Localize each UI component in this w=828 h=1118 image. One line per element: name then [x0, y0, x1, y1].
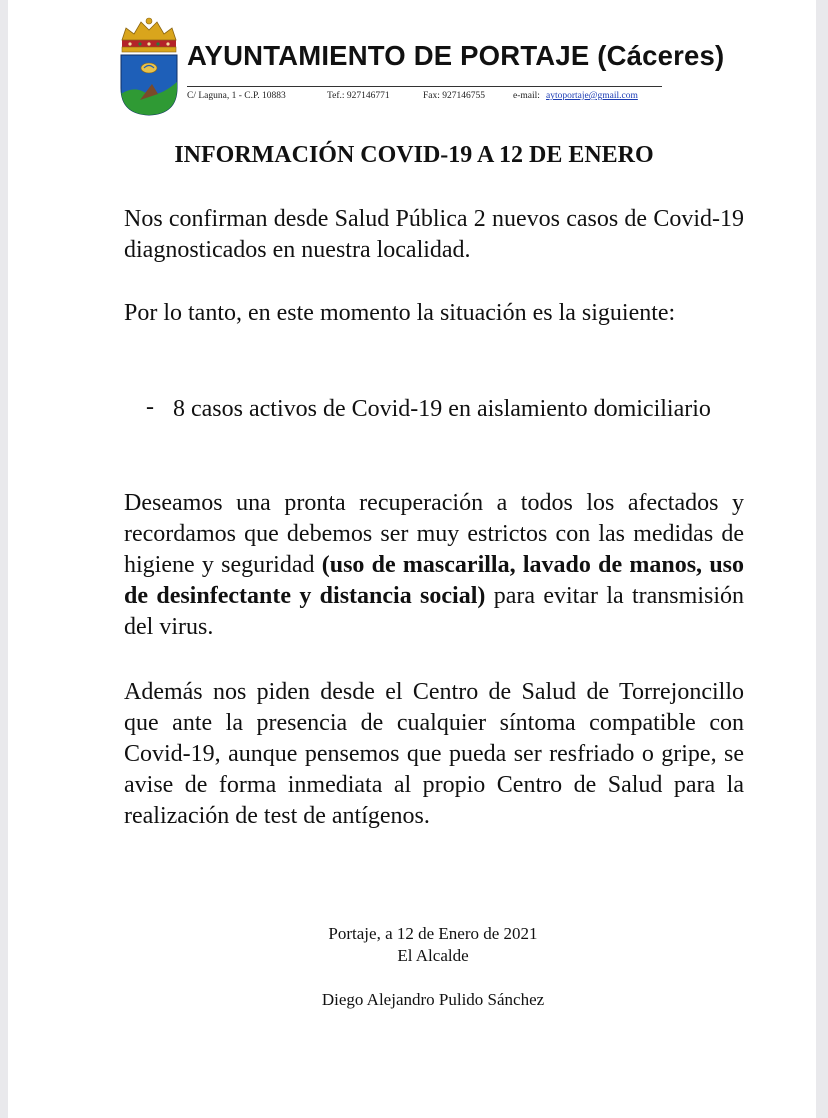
paragraph-4: Además nos piden desde el Centro de Salud de Torrejoncillo que ante la presencia de cualquier síntoma compatible con Covid-19, aunque pensemos que pueda ser resfriado o gripe, se avise de forma inmediata al propio Centro de Salud para la realización de test de antígenos. — [124, 679, 744, 829]
phone: Tef.: 927146771 — [327, 91, 390, 101]
signer-name: Diego Alejandro Pulido Sánchez — [321, 990, 545, 1009]
paragraph-3-end: para evitar la transmisión del virus. — [124, 583, 744, 640]
bullet-dash: - — [146, 394, 154, 420]
address: C/ Laguna, 1 - C.P. 10883 — [187, 91, 286, 101]
email-label: e-mail: — [513, 91, 540, 101]
email-link[interactable]: aytoportaje@gmail.com — [546, 91, 638, 101]
fax: Fax: 927146755 — [423, 91, 486, 101]
paragraph-2: Por lo tanto, en este momento la situación es la siguiente: — [124, 300, 676, 326]
paragraph-3-bold: (uso de mascarilla, lavado de manos, uso de desinfectante y distancia social) — [124, 552, 745, 609]
bullet-item: 8 casos activos de Covid-19 en aislamiento domiciliario — [173, 396, 711, 422]
header-rule — [187, 86, 662, 87]
page-title: INFORMACIÓN COVID-19 A 12 DE ENERO — [174, 142, 654, 168]
paragraph-3-start: Deseamos una pronta recuperación a todos los afectados y recordamos que debemos ser muy estrictos con las medidas de higiene y seguridad — [124, 490, 744, 578]
paragraph-3 — [124, 488, 744, 643]
coat-of-arms-icon — [118, 16, 180, 118]
signer-role: El Alcalde — [397, 946, 469, 965]
paragraph-1: Nos confirman desde Salud Pública 2 nuevos casos de Covid-19 diagnosticados en nuestra localidad. — [124, 206, 744, 263]
organization-name: AYUNTAMIENTO DE PORTAJE (Cáceres) — [187, 40, 725, 71]
place-date: Portaje, a 12 de Enero de 2021 — [328, 924, 538, 943]
